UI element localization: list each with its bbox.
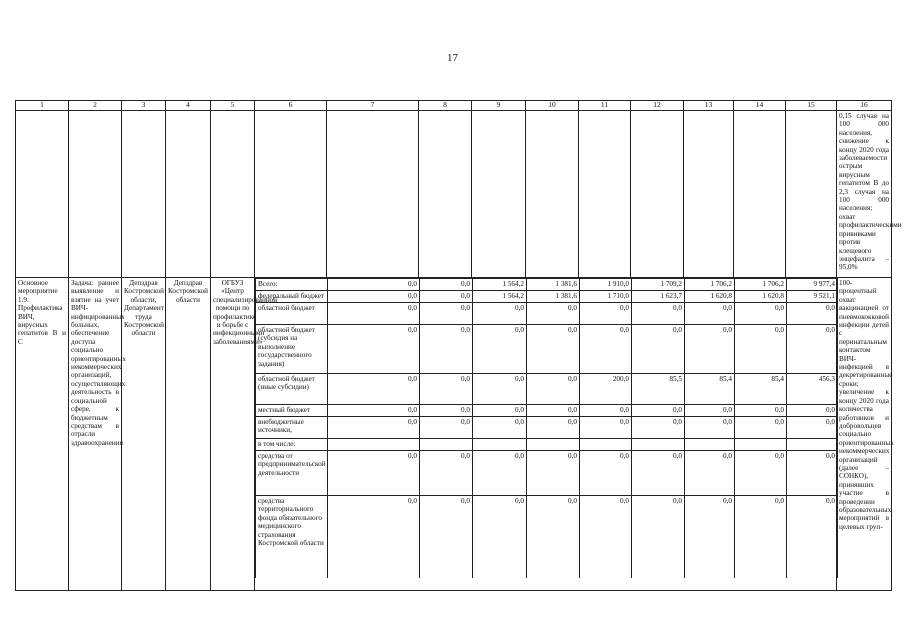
funding-source-label: средства от предпринимательской деятельности bbox=[256, 451, 328, 496]
funding-value: 0,0 bbox=[527, 451, 580, 496]
funding-value: 0,0 bbox=[580, 325, 632, 374]
funding-value: 0,0 bbox=[473, 374, 527, 405]
funding-value: 0,0 bbox=[685, 496, 735, 579]
co-executor: Депздрав Костромской области bbox=[166, 278, 211, 591]
header-cell: 14 bbox=[734, 101, 786, 111]
funding-value bbox=[473, 439, 527, 451]
funding-value: 0,0 bbox=[735, 451, 787, 496]
funding-value: 0,0 bbox=[632, 405, 685, 417]
funding-value: 0,0 bbox=[632, 303, 685, 325]
funding-value: 0,0 bbox=[420, 417, 473, 439]
funding-value: 1 623,7 bbox=[632, 291, 685, 303]
funding-value: 0,0 bbox=[787, 325, 838, 374]
funding-value: 9 521,1 bbox=[787, 291, 838, 303]
funding-source-label: внебюджетные источники, bbox=[256, 417, 328, 439]
funding-value: 0,0 bbox=[328, 405, 420, 417]
funding-value: 0,0 bbox=[328, 303, 420, 325]
indicator-continuation: 0,15 случая на 100 000 населения, снижение к концу 2020 года заболеваемости острым вирусным гепатитом В до 2,3 случая на 100 000 населения; охват профилактическими прививками против клещевого энцефалита – 95,0% bbox=[837, 111, 892, 278]
funding-value bbox=[787, 439, 838, 451]
funding-value: 0,0 bbox=[685, 325, 735, 374]
empty-cell bbox=[122, 111, 166, 278]
funding-value: 0,0 bbox=[580, 451, 632, 496]
funding-value: 0,0 bbox=[580, 417, 632, 439]
funding-source-label: областной бюджет (субсидия на выполнение государственного задания) bbox=[256, 325, 328, 374]
funding-value: 0,0 bbox=[527, 496, 580, 579]
funding-row bbox=[256, 405, 838, 417]
funding-value: 0,0 bbox=[420, 303, 473, 325]
funding-value: 0,0 bbox=[473, 325, 527, 374]
funding-row bbox=[256, 279, 838, 291]
funding-value: 0,0 bbox=[328, 325, 420, 374]
funding-value: 0,0 bbox=[787, 303, 838, 325]
funding-source-label: областной бюджет bbox=[256, 303, 328, 325]
header-cell: 11 bbox=[579, 101, 631, 111]
funding-value bbox=[632, 439, 685, 451]
event-name: Основное мероприятие 1.9. Профилактика ВИЧ, вирусных гепатитов В и С bbox=[16, 278, 69, 591]
funding-row bbox=[256, 496, 838, 579]
funding-value: 0,0 bbox=[420, 279, 473, 291]
funding-value bbox=[328, 439, 420, 451]
empty-cell bbox=[166, 111, 211, 278]
funding-source-label: областной бюджет (иные субсидии) bbox=[256, 374, 328, 405]
funding-value: 9 977,4 bbox=[787, 279, 838, 291]
header-cell: 4 bbox=[166, 101, 211, 111]
funding-row bbox=[256, 325, 838, 374]
funding-value: 1 706,2 bbox=[735, 279, 787, 291]
funding-value: 0,0 bbox=[420, 451, 473, 496]
funding-value: 0,0 bbox=[473, 417, 527, 439]
funding-source-label: местный бюджет bbox=[256, 405, 328, 417]
funding-row bbox=[256, 417, 838, 439]
funding-value: 200,0 bbox=[580, 374, 632, 405]
funding-value: 1 710,0 bbox=[580, 291, 632, 303]
funding-row bbox=[256, 303, 838, 325]
funding-value: 0,0 bbox=[473, 451, 527, 496]
empty-cell bbox=[69, 111, 122, 278]
funding-value: 0,0 bbox=[473, 496, 527, 579]
funding-value: 0,0 bbox=[632, 451, 685, 496]
funding-value: 0,0 bbox=[527, 417, 580, 439]
funding-value: 0,0 bbox=[420, 374, 473, 405]
empty-cell bbox=[327, 111, 419, 278]
funding-value: 0,0 bbox=[735, 405, 787, 417]
header-cell: 5 bbox=[211, 101, 255, 111]
funding-value: 85,4 bbox=[685, 374, 735, 405]
funding-value: 85,5 bbox=[632, 374, 685, 405]
responsible-executor: Депздрав Костромской области, Департамент труда Костромской области bbox=[122, 278, 166, 591]
empty-cell bbox=[579, 111, 631, 278]
empty-cell bbox=[255, 111, 327, 278]
funding-source-label: средства территориального фонда обязательного медицинского страхования Костромской области bbox=[256, 496, 328, 579]
page-number: 17 bbox=[447, 52, 458, 64]
empty-cell bbox=[526, 111, 579, 278]
funding-source-label: федеральный бюджет bbox=[256, 291, 328, 303]
funding-value: 0,0 bbox=[632, 325, 685, 374]
header-cell: 8 bbox=[419, 101, 472, 111]
empty-cell bbox=[631, 111, 684, 278]
task-description: Задача: раннее выявление и взятие на учет ВИЧ-инфицированных больных, обеспечение доступа социально ориентированных некоммерческих организаций, осуществляющих деятельность в социальной сфере, к бюджетным средствам в отрасли здравоохранения bbox=[69, 278, 122, 591]
empty-cell bbox=[211, 111, 255, 278]
funding-value: 0,0 bbox=[735, 496, 787, 579]
funding-value: 1 381,6 bbox=[527, 291, 580, 303]
empty-cell bbox=[16, 111, 69, 278]
header-cell: 3 bbox=[122, 101, 166, 111]
indicator-description: 100-процентный охват вакцинацией от пневмококковой инфекции детей с перинатальным контактом ВИЧ-инфекцией в декретированные сроки; увеличение к концу 2020 года количества работников и добровольцев социально ориентированных некоммерческих организаций (далее – СОНКО), принявших участие в проведении образовательных мероприятий в целевых груп- bbox=[837, 278, 892, 591]
funding-value: 0,0 bbox=[632, 417, 685, 439]
funding-value: 0,0 bbox=[787, 405, 838, 417]
funding-value: 1 564,2 bbox=[473, 279, 527, 291]
funding-value: 0,0 bbox=[328, 417, 420, 439]
funding-value: 0,0 bbox=[735, 325, 787, 374]
funding-row bbox=[256, 374, 838, 405]
funding-source-label: в том числе: bbox=[256, 439, 328, 451]
funding-value: 1 910,0 bbox=[580, 279, 632, 291]
funding-table bbox=[255, 278, 838, 578]
funding-value bbox=[735, 439, 787, 451]
funding-row bbox=[256, 451, 838, 496]
funding-value: 0,0 bbox=[685, 417, 735, 439]
header-cell: 7 bbox=[327, 101, 419, 111]
header-cell: 2 bbox=[69, 101, 122, 111]
header-cell: 12 bbox=[631, 101, 684, 111]
empty-cell bbox=[734, 111, 786, 278]
header-row bbox=[16, 101, 892, 111]
header-cell: 10 bbox=[526, 101, 579, 111]
funding-value: 0,0 bbox=[328, 279, 420, 291]
funding-row bbox=[256, 439, 838, 451]
funding-value: 0,0 bbox=[787, 496, 838, 579]
funding-value: 0,0 bbox=[328, 291, 420, 303]
funding-value: 85,4 bbox=[735, 374, 787, 405]
funding-value: 0,0 bbox=[328, 451, 420, 496]
funding-value: 0,0 bbox=[735, 303, 787, 325]
funding-value: 1 620,8 bbox=[685, 291, 735, 303]
funding-value: 0,0 bbox=[527, 303, 580, 325]
empty-cell bbox=[472, 111, 526, 278]
header-cell: 9 bbox=[472, 101, 526, 111]
funding-value: 1 564,2 bbox=[473, 291, 527, 303]
funding-value: 0,0 bbox=[420, 405, 473, 417]
funding-value: 0,0 bbox=[527, 325, 580, 374]
empty-cell bbox=[419, 111, 472, 278]
main-row bbox=[16, 278, 892, 591]
funding-value: 0,0 bbox=[735, 417, 787, 439]
funding-value: 0,0 bbox=[473, 405, 527, 417]
funding-value: 0,0 bbox=[473, 303, 527, 325]
empty-cell bbox=[786, 111, 837, 278]
funding-value: 456,3 bbox=[787, 374, 838, 405]
funding-value: 0,0 bbox=[580, 405, 632, 417]
continuation-row bbox=[16, 111, 892, 278]
funding-value: 1 709,2 bbox=[632, 279, 685, 291]
header-cell: 16 bbox=[837, 101, 892, 111]
funding-block bbox=[255, 278, 837, 591]
funding-value: 0,0 bbox=[328, 496, 420, 579]
funding-value: 0,0 bbox=[527, 374, 580, 405]
funding-value bbox=[685, 439, 735, 451]
funding-value: 0,0 bbox=[580, 303, 632, 325]
funding-value: 0,0 bbox=[527, 405, 580, 417]
funding-value bbox=[527, 439, 580, 451]
funding-value: 0,0 bbox=[420, 496, 473, 579]
participant: ОГБУЗ «Центр специализированной помощи по профилактике и борьбе с инфекционными заболеваниями» bbox=[211, 278, 255, 591]
funding-value: 1 706,2 bbox=[685, 279, 735, 291]
funding-value: 0,0 bbox=[787, 451, 838, 496]
funding-value: 1 620,8 bbox=[735, 291, 787, 303]
funding-value: 0,0 bbox=[787, 417, 838, 439]
program-table bbox=[15, 100, 902, 591]
funding-source-label: Всего: bbox=[256, 279, 328, 291]
funding-value bbox=[580, 439, 632, 451]
funding-row bbox=[256, 291, 838, 303]
funding-value: 0,0 bbox=[328, 374, 420, 405]
funding-value: 1 381,6 bbox=[527, 279, 580, 291]
empty-cell bbox=[684, 111, 734, 278]
header-cell: 13 bbox=[684, 101, 734, 111]
header-cell: 1 bbox=[16, 101, 69, 111]
funding-value: 0,0 bbox=[580, 496, 632, 579]
header-cell: 6 bbox=[255, 101, 327, 111]
funding-value: 0,0 bbox=[685, 303, 735, 325]
funding-value: 0,0 bbox=[420, 325, 473, 374]
funding-value: 0,0 bbox=[632, 496, 685, 579]
funding-value: 0,0 bbox=[420, 291, 473, 303]
header-cell: 15 bbox=[786, 101, 837, 111]
funding-value: 0,0 bbox=[685, 405, 735, 417]
funding-value: 0,0 bbox=[685, 451, 735, 496]
funding-value bbox=[420, 439, 473, 451]
